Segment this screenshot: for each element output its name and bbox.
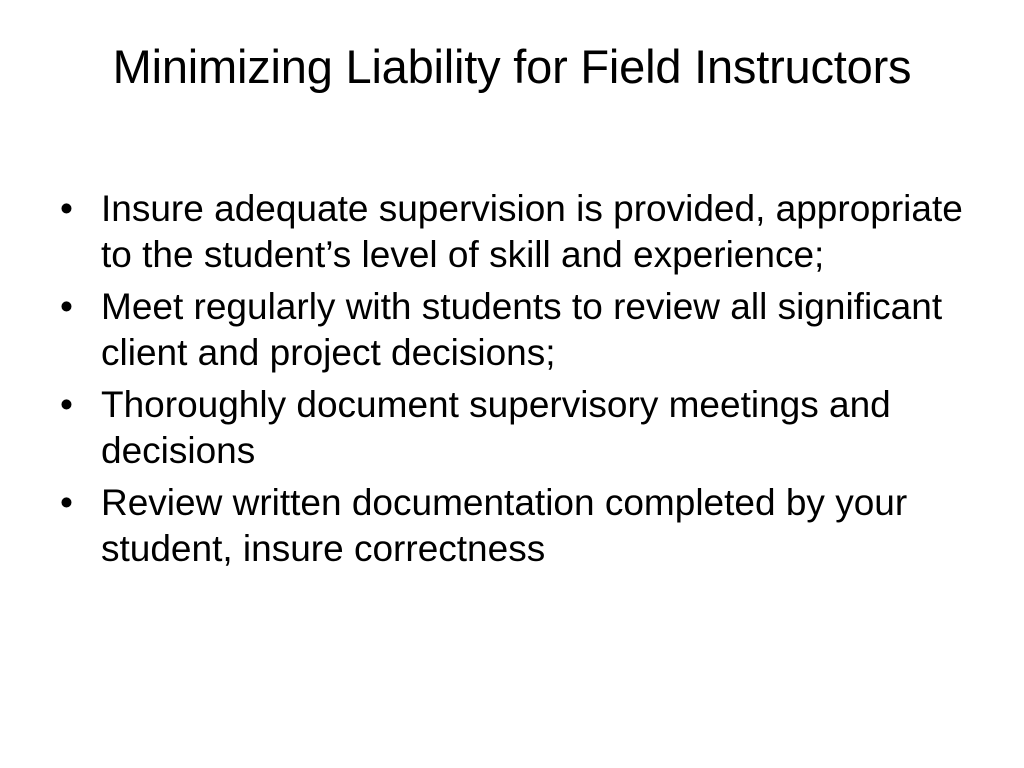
bullet-item	[56, 480, 966, 572]
bullet-text: Review written documentation completed by your student, insure correctness	[101, 482, 908, 569]
bullet-icon: •	[60, 482, 73, 523]
bullet-list	[56, 186, 966, 578]
bullet-item	[56, 186, 966, 278]
bullet-icon: •	[60, 188, 73, 229]
bullet-text: Thoroughly document supervisory meetings and decisions	[101, 384, 891, 471]
bullet-text: Meet regularly with students to review all significant client and project decisions;	[101, 286, 943, 373]
bullet-text: Insure adequate supervision is provided, appropriate to the student’s level of skill and experience;	[101, 188, 963, 275]
slide-title: Minimizing Liability for Field Instructors	[112, 40, 912, 93]
bullet-item	[56, 382, 966, 474]
bullet-item	[56, 284, 966, 376]
bullet-icon: •	[60, 286, 73, 327]
bullet-icon: •	[60, 384, 73, 425]
